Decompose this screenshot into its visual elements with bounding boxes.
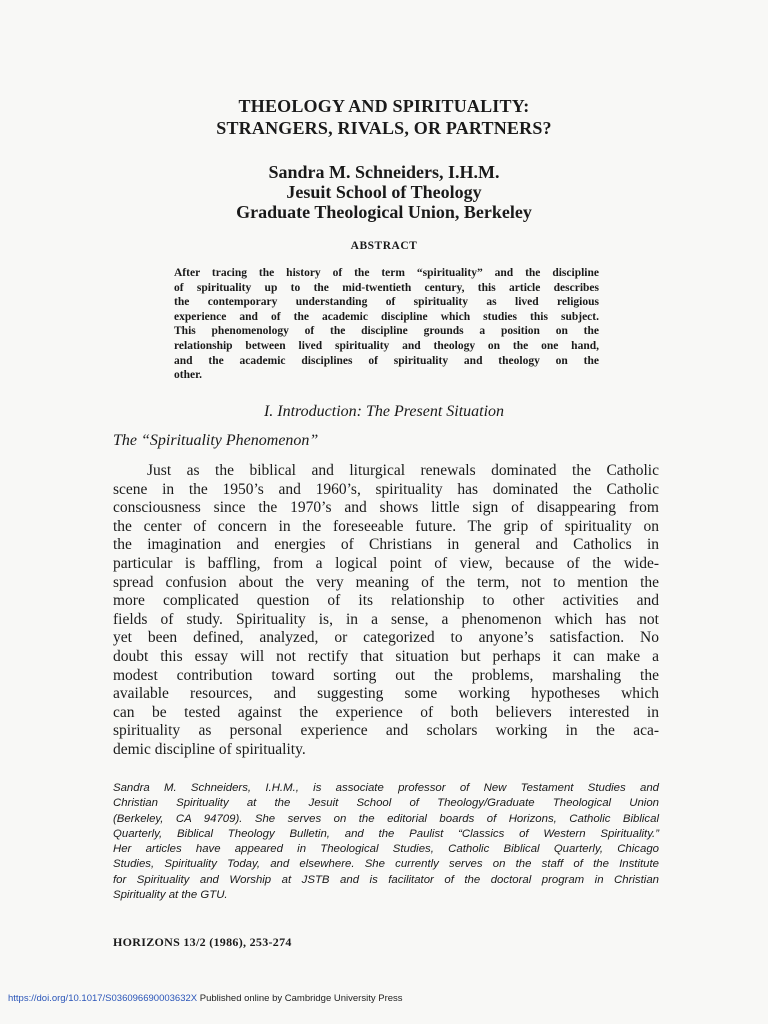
abstract-line: other.	[174, 369, 203, 382]
body-line: modest contribution toward sorting out the problems, marshaling the	[113, 666, 659, 684]
abstract-line: relationship between lived spirituality and theology on the one hand,	[174, 339, 599, 352]
body-line: available resources, and suggesting some working hypotheses which	[113, 685, 659, 703]
abstract-line: and the academic disciplines of spirituality and theology on the	[174, 354, 599, 367]
body-line: consciousness since the 1970’s and shows little sign of disappearing from	[113, 499, 659, 517]
author-footnote	[113, 781, 659, 903]
body-paragraph	[113, 462, 659, 760]
abstract-line: After tracing the history of the term “spirituality” and the discipline	[174, 267, 599, 279]
doi-link[interactable]: https://doi.org/10.1017/S036096690003632X	[8, 993, 198, 1004]
body-line: can be tested against the experience of both believers interested in	[113, 703, 659, 721]
footnote-line: for Spirituality and Worship at JSTB and is facilitator of the doctoral program in Christian	[113, 873, 659, 886]
body-line: doubt this essay will not rectify that situation but perhaps it can make a	[113, 647, 659, 665]
footnote-line: Her articles have appeared in Theological Studies, Catholic Biblical Quarterly, Chicago	[113, 843, 659, 856]
body-line: the imagination and energies of Christians in general and Catholics in	[113, 536, 659, 554]
body-line: particular is baffling, from a logical point of view, because of the wide-	[113, 554, 659, 572]
footnote-line: Studies, Spirituality Today, and elsewhere. She currently serves on the staff of the Institute	[113, 858, 659, 871]
body-line: more complicated question of its relationship to other activities and	[113, 592, 659, 610]
body-line: Just as the biblical and liturgical renewals dominated the Catholic	[147, 462, 659, 479]
body-line: demic discipline of spirituality.	[113, 740, 306, 758]
footnote-line: Christian Spirituality at the Jesuit School of Theology/Graduate Theological Union	[113, 797, 659, 810]
body-line: scene in the 1950’s and 1960’s, spirituality has dominated the Catholic	[113, 480, 659, 498]
abstract-line: This phenomenology of the discipline grounds a position on the	[174, 325, 599, 338]
abstract-line: experience and of the academic discipline which studies this subject.	[174, 310, 599, 323]
body-line: spirituality as personal experience and scholars working in the aca-	[113, 722, 659, 740]
journal-citation: HORIZONS 13/2 (1986), 253-274	[113, 935, 292, 949]
doi-footer	[8, 993, 403, 1004]
section-heading: I. Introduction: The Present Situation	[263, 403, 505, 420]
footnote-line: Sandra M. Schneiders, I.H.M., is associate professor of New Testament Studies and	[113, 782, 659, 794]
abstract-line: of spirituality up to the mid-twentieth century, this article describes	[174, 281, 599, 294]
article-title-line-1: THEOLOGY AND SPIRITUALITY:	[238, 96, 530, 116]
subsection-heading: The “Spirituality Phenomenon”	[113, 432, 319, 449]
author-affiliation-1: Jesuit School of Theology	[286, 182, 482, 202]
body-line: spread confusion about the very meaning of the term, not to mention the	[113, 573, 659, 591]
abstract-line: the contemporary understanding of spirituality as lived religious	[174, 296, 599, 309]
abstract-heading: ABSTRACT	[350, 240, 418, 252]
body-line: fields of study. Spirituality is, in a sense, a phenomenon which has not	[113, 610, 659, 628]
body-line: yet been defined, analyzed, or categorized to anyone’s satisfaction. No	[113, 629, 659, 647]
publisher-note: Published online by Cambridge University Press	[197, 993, 403, 1004]
footnote-line: Quarterly, Biblical Theology Bulletin, and the Paulist “Classics of Western Spirituality.”	[113, 827, 659, 840]
footnote-line: (Berkeley, CA 94709). She serves on the editorial boards of Horizons, Catholic Biblical	[113, 812, 659, 825]
body-line: the center of concern in the foreseeable future. The grip of spirituality on	[113, 517, 659, 535]
article-title-line-2: STRANGERS, RIVALS, OR PARTNERS?	[216, 118, 552, 138]
footnote-line: Spirituality at the GTU.	[113, 889, 228, 902]
author-name: Sandra M. Schneiders, I.H.M.	[268, 162, 500, 182]
abstract-body	[174, 266, 599, 383]
author-affiliation-2: Graduate Theological Union, Berkeley	[236, 202, 532, 222]
